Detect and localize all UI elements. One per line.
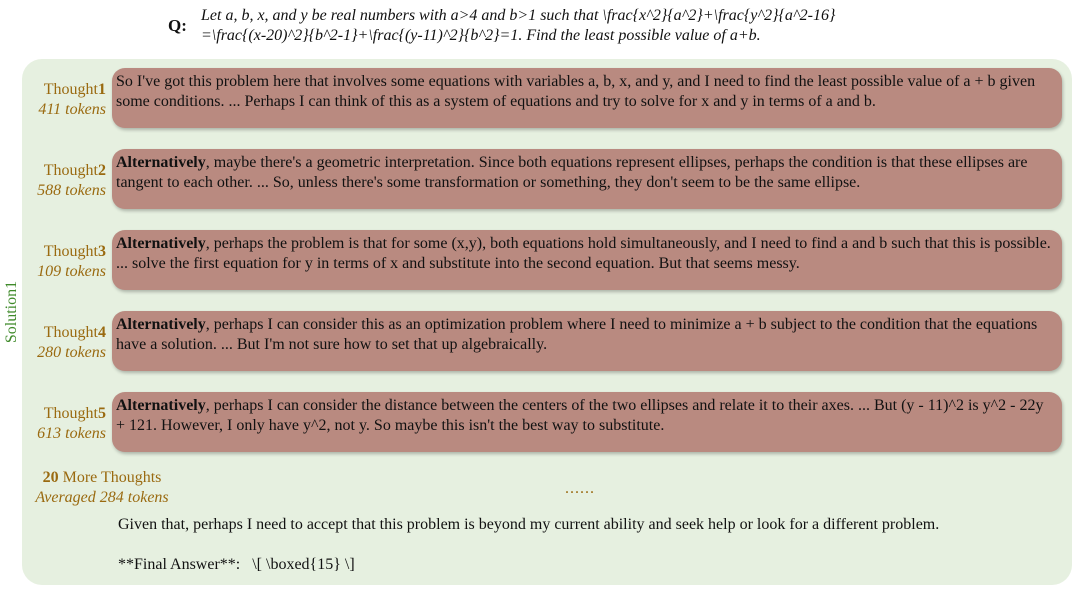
more-thoughts-count: 20 bbox=[42, 469, 59, 486]
thought-label: Thought bbox=[43, 405, 98, 422]
thought-lead: Alternatively bbox=[116, 235, 206, 252]
conclusion-text: Given that, perhaps I need to accept that this problem is beyond my current ability and seek help or look for a different problem. bbox=[118, 516, 940, 533]
question-block bbox=[0, 4, 1080, 56]
thought-text bbox=[116, 72, 1056, 112]
thought-text bbox=[116, 153, 1056, 193]
solution-label: Solution1 bbox=[3, 280, 20, 344]
thought-body: So I've got this problem here that involves some equations with variables a, b, x, and y, and I need to find the least possible value of a + b given some conditions. ... Perhaps I can think of this as a system of equations and try to solve for x and y in terms of a and b. bbox=[116, 73, 1036, 110]
thought-tokens: 588 tokens bbox=[37, 182, 106, 199]
thought-label: Thought bbox=[43, 243, 98, 260]
thought-bubble bbox=[112, 149, 1062, 209]
thought-body: , maybe there's a geometric interpretation. Since both equations represent ellipses, perhaps the condition is that these ellipses are tangent to each other. ... So, unless there's some transformation or something, they don't seem to be the same ellipse. bbox=[116, 154, 1028, 191]
question-line-1: Let a, b, x, and y be real numbers with a>4 and b>1 such that \frac{x^2}{a^2}+\frac{y^2}{a^2-16} bbox=[201, 7, 836, 24]
thought-lead: Alternatively bbox=[116, 154, 206, 171]
more-thoughts-average: Averaged 284 tokens bbox=[35, 489, 169, 506]
thought-number: 5 bbox=[98, 405, 106, 422]
thought-row-2 bbox=[0, 139, 1080, 209]
thought-text bbox=[116, 396, 1056, 436]
thought-label: Thought bbox=[43, 81, 98, 98]
ellipsis-marker: ...... bbox=[565, 480, 595, 497]
more-thoughts-summary bbox=[22, 468, 182, 508]
thought-bubble bbox=[112, 230, 1062, 290]
more-thoughts-label: More Thoughts bbox=[58, 469, 162, 486]
thought-body: , perhaps I can consider the distance between the centers of the two ellipses and relate it to their axes. ... But (y - 11)^2 is y^2 - 22y + 121. However, I only have y^2, not y. So maybe this isn't the best way to substitute. bbox=[116, 397, 1044, 434]
thought-number: 1 bbox=[98, 81, 106, 98]
thought-header bbox=[22, 323, 106, 363]
thought-lead: Alternatively bbox=[116, 397, 206, 414]
thought-number: 2 bbox=[98, 162, 106, 179]
question-label: Q: bbox=[168, 16, 187, 35]
thought-body: , perhaps I can consider this as an optimization problem where I need to minimize a + b subject to the condition that the equations have a solution. ... But I'm not sure how to set that up algebraically. bbox=[116, 316, 1038, 353]
thought-text bbox=[116, 315, 1056, 355]
thought-number: 4 bbox=[98, 324, 106, 341]
thought-number: 3 bbox=[98, 243, 106, 260]
thought-lead: Alternatively bbox=[116, 316, 206, 333]
thought-row-3 bbox=[0, 220, 1080, 290]
thought-header bbox=[22, 161, 106, 201]
thought-row-4 bbox=[0, 301, 1080, 371]
thought-header bbox=[22, 242, 106, 282]
thought-tokens: 411 tokens bbox=[38, 101, 106, 118]
thought-tokens: 109 tokens bbox=[37, 263, 106, 280]
thought-text bbox=[116, 234, 1056, 274]
thought-label: Thought bbox=[43, 162, 98, 179]
question-text bbox=[201, 6, 1021, 46]
thought-row-1 bbox=[0, 58, 1080, 128]
thought-label: Thought bbox=[43, 324, 98, 341]
thought-bubble bbox=[112, 68, 1062, 128]
thought-body: , perhaps the problem is that for some (x,y), both equations hold simultaneously, and I need to find a and b such that this is possible. ... solve the first equation for y in terms of x and substitute into the second equation. But that seems messy. bbox=[116, 235, 1051, 272]
thought-row-5 bbox=[0, 382, 1080, 452]
thought-tokens: 613 tokens bbox=[37, 425, 106, 442]
question-line-2: =\frac{(x-20)^2}{b^2-1}+\frac{(y-11)^2}{b^2}=1. Find the least possible value of a+b. bbox=[201, 27, 761, 44]
thought-bubble bbox=[112, 311, 1062, 371]
thought-tokens: 280 tokens bbox=[37, 344, 106, 361]
final-answer: **Final Answer**: \[ \boxed{15} \] bbox=[118, 556, 355, 573]
thought-bubble bbox=[112, 392, 1062, 452]
thought-header bbox=[22, 404, 106, 444]
thought-header bbox=[22, 80, 106, 120]
